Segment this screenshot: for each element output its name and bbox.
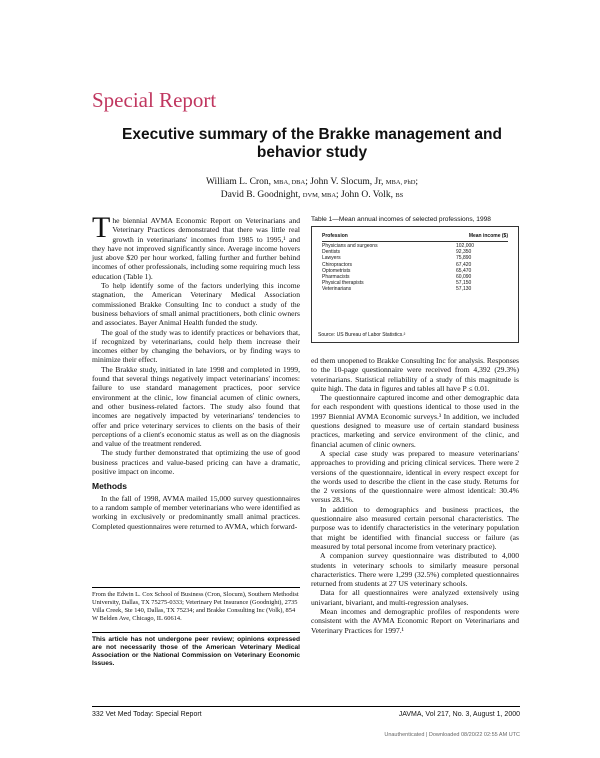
table-source: Source: US Bureau of Labor Statistics.² xyxy=(318,332,406,338)
footer-right: JAVMA, Vol 217, No. 3, August 1, 2000 xyxy=(398,711,520,718)
review-disclaimer: This article has not undergone peer review; opinions expressed are not necessarily those of the American Veterinary Medical Association or the National Commission on Veterinary Economic Issues. xyxy=(92,636,300,667)
table-cell-income: 57,130 xyxy=(456,286,472,293)
methods-heading: Methods xyxy=(92,481,127,492)
table-cell-profession: Physical therapists xyxy=(322,280,364,287)
table-caption: Table 1—Mean annual incomes of selected professions, 1998 xyxy=(311,216,491,223)
intro-paragraph: The biennial AVMA Economic Report on Veterinarians and Veterinary Practices demonstrated that there was little real growth in veterinarians' incomes from 1985 to 1995,¹ and they have not improved significantly since. Average income hovers just above $20 per hour worked, falling further and further behind incomes of other professionals, including some requiring much less education (Table 1). xyxy=(92,211,300,281)
table-cell-income: 75,890 xyxy=(456,255,472,262)
author-list: William L. Cron, MBA, DBA; John V. Slocum, Jr, MBA, PhD; David B. Goodnight, DVM, MBA; John O. Volk, BS xyxy=(205,177,419,200)
body-paragraph: A companion survey questionnaire was distributed to 4,000 students in veterinary schools to similarly measure personal characteristics. There were 1,299 (32.5%) completed questionnaires returned from students at 27 US veterinary schools. xyxy=(311,551,519,589)
section-label: Special Report xyxy=(92,88,217,112)
body-paragraph: To help identify some of the factors underlying this income stagnation, the American Veterinary Medical Association commissioned Brakke Consulting Inc to conduct a study of the business behaviors of small animal practitioners, both clinic owners and associates. Bayer Animal Health funded the study. xyxy=(92,281,300,328)
body-paragraph: In addition to demographics and business practices, the questionnaire also measured certain personal characteristics. The purpose was to identify characteristics in the veterinary population that might be identified with financial success or failure (as measured by total personal income from veterinary practice). xyxy=(311,504,519,551)
divider xyxy=(92,632,300,633)
author-name: David B. Goodnight, xyxy=(220,190,301,200)
download-stamp: Unauthenticated | Downloaded 08/20/22 02:55 AM UTC xyxy=(384,732,520,738)
author-name: John O. Volk, xyxy=(341,190,393,200)
drop-cap: T xyxy=(92,211,111,244)
table-cell-income: 60,090 xyxy=(456,273,472,280)
table-cell-income: 65,470 xyxy=(456,267,472,274)
table-cell-income: 57,150 xyxy=(456,280,472,287)
author-credentials: DVM, MBA xyxy=(302,192,337,199)
table-body xyxy=(322,243,508,293)
table-cell-income: 102,000 xyxy=(456,243,475,249)
table-cell-profession: Physicians and surgeons xyxy=(322,243,378,249)
body-paragraph: Mean incomes and demographic profiles of respondents were consistent with the AVMA Economic Report on Veterinarians and Veterinary Practices for 1997.¹ xyxy=(311,607,519,635)
table-cell-profession: Chiropractors xyxy=(322,261,353,268)
table-row xyxy=(322,286,508,292)
right-column xyxy=(311,356,519,635)
table-header xyxy=(322,233,508,242)
author-name: John V. Slocum, Jr, xyxy=(310,177,384,187)
body-paragraph: The goal of the study was to identify practices or behaviors that, if recognized by veterinarians, could help them increase their incomes either by changing the behaviors, or by finding ways to minimize their effect. xyxy=(92,327,300,365)
table-cell-profession: Optometrists xyxy=(322,267,351,274)
left-column xyxy=(92,211,300,531)
body-paragraph: A special case study was prepared to measure veterinarians' approaches to providing and pricing clinical services. There were 2 versions of the questionnaire, identical in every respect except for the words used to describe the client in the case study. Returns for the 2 versions of the questionnaire were almost identical: 30.4% versus 28.1%. xyxy=(311,448,519,505)
body-paragraph: ed them unopened to Brakke Consulting Inc for analysis. Responses to the 10-page questionnaire were received from 4,392 (29.3%) veterinarians. Statistical reliability of a study of this magnitude is quite high. The data in figures and tables all have P ≤ 0.01. xyxy=(311,356,519,393)
author-credentials: MBA, PhD xyxy=(385,179,416,186)
body-paragraph: In the fall of 1998, AVMA mailed 15,000 survey questionnaires to a random sample of member veterinarians who were identified as working in exclusively or predominantly small animal practices. Completed questionnaires were returned to AVMA, which forward- xyxy=(92,493,300,531)
column-header: Profession xyxy=(322,233,348,239)
table-cell-income: 67,420 xyxy=(456,261,472,268)
table-cell-profession: Lawyers xyxy=(322,255,341,262)
table-cell-profession: Pharmacists xyxy=(322,273,350,280)
body-paragraph: Data for all questionnaires were analyzed extensively using univariant, bivariant, and multi-regression analyses. xyxy=(311,588,519,607)
footer-left: 332 Vet Med Today: Special Report xyxy=(92,711,202,718)
body-paragraph: The questionnaire captured income and other demographic data for each respondent with questions identical to those used in the 1997 Biennial AVMA Economic surveys.³ In addition, we included questions designed to measure use of certain standard business practices, marketing and service environment of the clinic, and financial acumen of clinic owners. xyxy=(311,393,519,449)
author-credentials: MBA, DBA xyxy=(273,179,306,186)
article-title: Executive summary of the Brakke management and behavior study xyxy=(122,126,502,161)
author-affiliation: From the Edwin L. Cox School of Business (Cron, Slocum), Southern Methodist University, Dallas, TX 75275-0333; Veterinary Pet Insurance (Goodnight), 2735 Villa Creek, Ste 140, Dallas, TX 75234; and Brakke Consulting Inc (Volk), 854 W Belden Ave, Chicago, IL 60614. xyxy=(92,591,299,622)
body-paragraph: The Brakke study, initiated in late 1998 and completed in 1999, found that several things negatively impact veterinarians' incomes: failure to use standard management practices, poor service environment at the clinic, low financial acumen of clinic owners, and other business-related factors. The study also found that incomes are negatively impacted by veterinarians' tendencies to offer and price veterinary services to clients on the basis of their perceptions of a client's economic status as well as on the diagnosis and value of the treatment rendered. xyxy=(92,364,300,449)
author-name: William L. Cron, xyxy=(205,177,272,187)
table-cell-profession: Veterinarians xyxy=(322,286,352,293)
author-credentials: BS xyxy=(395,192,404,199)
divider xyxy=(92,587,300,588)
footer-rule xyxy=(92,706,520,707)
table-cell-income: 92,350 xyxy=(456,249,472,256)
column-header: Mean income ($) xyxy=(468,233,508,239)
body-paragraph: The study further demonstrated that optimizing the use of good business practices and value-based pricing can have a dramatic, positive impact on income. xyxy=(92,448,300,477)
income-table xyxy=(311,226,519,343)
table-cell-profession: Dentists xyxy=(322,249,341,256)
